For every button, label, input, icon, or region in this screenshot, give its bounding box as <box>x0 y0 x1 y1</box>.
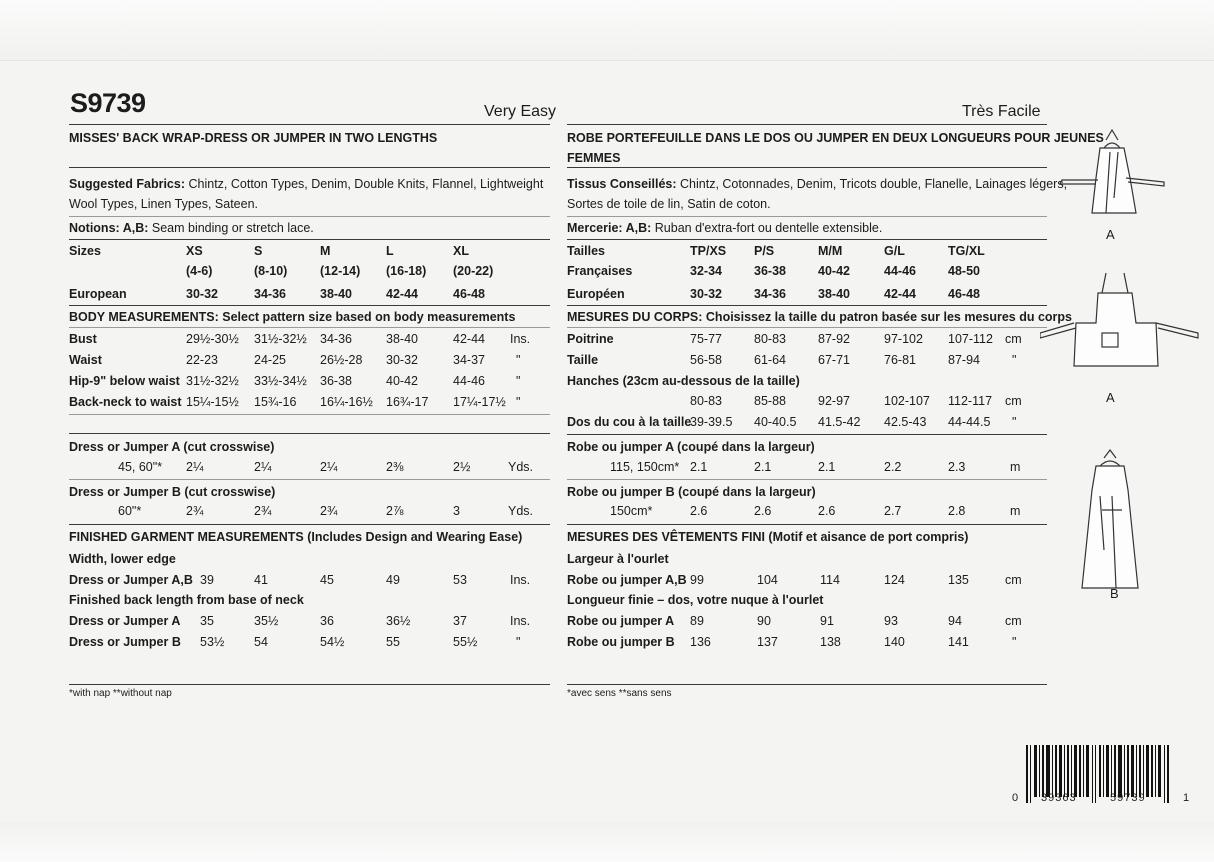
length-a-fr-cell: 90 <box>757 614 771 628</box>
hip-cell: 31½-32½ <box>186 374 239 388</box>
dress-a-cell: 2⅜ <box>386 460 404 474</box>
fr-size-cell: 40-42 <box>818 264 850 278</box>
sketch-label-a1: A <box>1106 227 1115 242</box>
back-neck-fr-label: Dos du cou à la taille <box>567 415 692 429</box>
rule <box>69 433 550 434</box>
width-ab-cell: 45 <box>320 573 334 587</box>
size-fr-cell: TP/XS <box>690 244 727 258</box>
dress-a-fr-fabric-width: 115, 150cm* <box>610 460 680 474</box>
size-range-cell: (8-10) <box>254 264 288 278</box>
size-cell: XL <box>453 244 469 258</box>
european-fr-cell: 46-48 <box>948 287 980 301</box>
title-rule <box>567 124 1047 125</box>
dress-b-fr-heading: Robe ou jumper B (coupé dans la largeur) <box>567 485 816 499</box>
length-a-fr-label: Robe ou jumper A <box>567 614 675 628</box>
rule <box>69 216 550 217</box>
length-b-unit: " <box>516 635 521 649</box>
dress-a-fabric-width: 45, 60"* <box>118 460 163 474</box>
european-fr-cell: 34-36 <box>754 287 786 301</box>
hip-unit: " <box>516 374 521 388</box>
bust-fr-unit: cm <box>1005 332 1022 346</box>
bust-fr-cell: 107-112 <box>948 332 993 346</box>
body-measurements-fr-heading: MESURES DU CORPS: Choisissez la taille du patron basée sur les mesures du corps <box>567 310 1073 324</box>
length-a-unit: Ins. <box>510 614 531 628</box>
european-fr-cell: 38-40 <box>818 287 850 301</box>
length-a-fr-unit: cm <box>1005 614 1022 628</box>
size-cell: XS <box>186 244 203 258</box>
hip-fr-cell: 85-88 <box>754 394 786 408</box>
back-neck-fr-cell: 42.5-43 <box>884 415 927 429</box>
size-range-cell: (12-14) <box>320 264 361 278</box>
notions-fr-label: Mercerie: A,B: <box>567 221 652 235</box>
waist-fr-cell: 67-71 <box>818 353 850 367</box>
barcode-lead-digit: 0 <box>1012 792 1019 804</box>
back-neck-cell: 16¾-17 <box>386 395 429 409</box>
hip-fr-unit: cm <box>1005 394 1022 408</box>
difficulty-level-fr: Très Facile <box>962 103 1041 120</box>
length-a-fr-cell: 93 <box>884 614 898 628</box>
hip-label: Hip-9" below waist <box>69 374 180 388</box>
dress-a-fr-cell: 2.3 <box>948 460 966 474</box>
back-neck-label: Back-neck to waist <box>69 395 182 409</box>
size-range-cell: (20-22) <box>453 264 494 278</box>
size-fr-cell: G/L <box>884 244 905 258</box>
bust-fr-cell: 87-92 <box>818 332 850 346</box>
width-ab-fr-cell: 99 <box>690 573 704 587</box>
back-neck-cell: 16¼-16½ <box>320 395 373 409</box>
rule <box>69 414 550 415</box>
european-cell: 30-32 <box>186 287 218 301</box>
length-a-cell: 35 <box>200 614 214 628</box>
hip-fr-cell: 112-117 <box>948 394 993 408</box>
size-cell: L <box>386 244 394 258</box>
dress-b-cell: 2¾ <box>254 504 272 518</box>
fr-sizes-label: Françaises <box>567 264 633 278</box>
european-fr-cell: 30-32 <box>690 287 722 301</box>
waist-cell: 22-23 <box>186 353 218 367</box>
back-neck-unit: " <box>516 395 521 409</box>
fr-size-cell: 36-38 <box>754 264 786 278</box>
width-ab-fr-cell: 135 <box>948 573 969 587</box>
pattern-title-fr-line-1: ROBE PORTEFEUILLE DANS LE DOS OU JUMPER EN DEUX LONGUEURS POUR JEUNES <box>567 131 1104 145</box>
waist-fr-label: Taille <box>567 353 599 367</box>
width-fr-heading: Largeur à l'ourlet <box>567 552 669 566</box>
upc-barcode <box>1022 745 1180 817</box>
dress-b-fr-cell: 2.6 <box>818 504 836 518</box>
back-neck-cell: 17¼-17½ <box>453 395 506 409</box>
back-neck-fr-cell: 44-44.5 <box>948 415 991 429</box>
waist-cell: 26½-28 <box>320 353 363 367</box>
rule <box>567 216 1047 217</box>
rule <box>567 167 1047 168</box>
dress-a-cell: 2½ <box>453 460 471 474</box>
hip-fr-label: Hanches (23cm au-dessous de la taille) <box>567 374 800 388</box>
back-neck-fr-cell: 40-40.5 <box>754 415 797 429</box>
bust-cell: 38-40 <box>386 332 418 346</box>
bust-cell: 31½-32½ <box>254 332 307 346</box>
waist-cell: 24-25 <box>254 353 286 367</box>
bust-label: Bust <box>69 332 97 346</box>
european-fr-cell: 42-44 <box>884 287 916 301</box>
length-fr-heading: Longueur finie – dos, votre nuque à l'ourlet <box>567 593 824 607</box>
rule <box>69 167 550 168</box>
dress-a-fr-cell: 2.1 <box>818 460 836 474</box>
width-ab-cell: 49 <box>386 573 400 587</box>
waist-unit: " <box>516 353 521 367</box>
length-b-cell: 54½ <box>320 635 345 649</box>
dress-b-cell: 2¾ <box>320 504 338 518</box>
waist-fr-cell: 61-64 <box>754 353 786 367</box>
size-fr-cell: TG/XL <box>948 244 985 258</box>
bust-cell: 29½-30½ <box>186 332 239 346</box>
barcode-group-2: 59739 <box>1110 792 1146 804</box>
size-fr-cell: P/S <box>754 244 775 258</box>
width-ab-fr-cell: 104 <box>757 573 778 587</box>
length-b-fr-cell: 136 <box>690 635 711 649</box>
finished-heading: FINISHED GARMENT MEASUREMENTS (Includes Design and Wearing Ease) <box>69 530 523 544</box>
width-ab-cell: 39 <box>200 573 214 587</box>
back-neck-cell: 15¾-16 <box>254 395 297 409</box>
rule <box>567 524 1047 525</box>
length-a-cell: 36½ <box>386 614 411 628</box>
waist-cell: 34-37 <box>453 353 485 367</box>
dress-b-fr-cell: 2.6 <box>754 504 772 518</box>
length-a-fr-cell: 94 <box>948 614 962 628</box>
garment-sketches <box>1040 118 1210 638</box>
hip-cell: 44-46 <box>453 374 485 388</box>
size-range-cell: (16-18) <box>386 264 427 278</box>
dress-b-fr-cell: 2.8 <box>948 504 966 518</box>
fabrics-fr-line-2: Sortes de toile de lin, Satin de coton. <box>567 197 771 211</box>
european-fr-label: Européen <box>567 287 625 301</box>
body-measurements-heading: BODY MEASUREMENTS: Select pattern size based on body measurements <box>69 310 516 324</box>
dress-a-fr-cell: 2.2 <box>884 460 902 474</box>
length-b-cell: 55 <box>386 635 400 649</box>
length-heading: Finished back length from base of neck <box>69 593 304 607</box>
dress-b-cell: 2⅞ <box>386 504 404 518</box>
notions-fr-text: Ruban d'extra-fort ou dentelle extensible. <box>654 221 883 235</box>
finished-fr-heading: MESURES DES VÊTEMENTS FINI (Motif et aisance de port compris) <box>567 530 969 544</box>
pattern-title-fr-line-2: FEMMES <box>567 151 621 165</box>
footnote-fr: *avec sens **sans sens <box>567 688 672 699</box>
size-range-cell: (4-6) <box>186 264 213 278</box>
notions-label: Notions: A,B: <box>69 221 149 235</box>
width-ab-unit: Ins. <box>510 573 531 587</box>
waist-fr-cell: 56-58 <box>690 353 722 367</box>
barcode-check-digit: 1 <box>1183 792 1190 804</box>
bust-fr-cell: 80-83 <box>754 332 786 346</box>
european-label: European <box>69 287 127 301</box>
bust-unit: Ins. <box>510 332 531 346</box>
length-b-fr-unit: " <box>1012 635 1017 649</box>
notions-line <box>69 221 314 235</box>
bust-cell: 42-44 <box>453 332 485 346</box>
bust-fr-label: Poitrine <box>567 332 614 346</box>
footnote: *with nap **without nap <box>69 688 172 699</box>
back-neck-fr-cell: 41.5-42 <box>818 415 861 429</box>
fabrics-line-1 <box>69 177 543 191</box>
dress-b-heading: Dress or Jumper B (cut crosswise) <box>69 485 276 499</box>
fr-size-cell: 32-34 <box>690 264 722 278</box>
dress-b-unit: Yds. <box>508 504 534 518</box>
waist-label: Waist <box>69 353 102 367</box>
length-a-cell: 37 <box>453 614 467 628</box>
dress-a-fr-heading: Robe ou jumper A (coupé dans la largeur) <box>567 440 815 454</box>
dress-a-heading: Dress or Jumper A (cut crosswise) <box>69 440 275 454</box>
dress-b-fabric-width: 60"* <box>118 504 142 518</box>
hip-cell: 36-38 <box>320 374 352 388</box>
waist-cell: 30-32 <box>386 353 418 367</box>
barcode-group-1: 39363 <box>1041 792 1077 804</box>
fabrics-line-2: Wool Types, Linen Types, Sateen. <box>69 197 259 211</box>
european-cell: 34-36 <box>254 287 286 301</box>
width-ab-fr-cell: 114 <box>820 573 840 587</box>
length-b-label: Dress or Jumper B <box>69 635 181 649</box>
dress-a-cell: 2¼ <box>320 460 338 474</box>
dress-b-fr-unit: m <box>1010 504 1021 518</box>
dress-b-fr-cell: 2.7 <box>884 504 902 518</box>
width-heading: Width, lower edge <box>69 552 176 566</box>
back-neck-cell: 15¼-15½ <box>186 395 239 409</box>
sketch-label-a2: A <box>1106 390 1115 405</box>
hip-fr-cell: 80-83 <box>690 394 722 408</box>
dress-b-fr-fabric-width: 150cm* <box>610 504 653 518</box>
waist-fr-unit: " <box>1012 353 1017 367</box>
width-ab-fr-label: Robe ou jumper A,B <box>567 573 687 587</box>
bust-fr-cell: 75-77 <box>690 332 722 346</box>
size-cell: S <box>254 244 263 258</box>
length-a-fr-cell: 91 <box>820 614 834 628</box>
length-b-cell: 54 <box>254 635 268 649</box>
rule <box>69 327 550 328</box>
notions-text: Seam binding or stretch lace. <box>151 221 314 235</box>
size-cell: M <box>320 244 331 258</box>
dress-b-cell: 2¾ <box>186 504 204 518</box>
pattern-title: MISSES' BACK WRAP-DRESS OR JUMPER IN TWO LENGTHS <box>69 131 438 145</box>
bust-cell: 34-36 <box>320 332 352 346</box>
rule <box>567 434 1047 435</box>
european-cell: 38-40 <box>320 287 352 301</box>
length-a-cell: 35½ <box>254 614 279 628</box>
dress-a-fr-unit: m <box>1010 460 1021 474</box>
bust-fr-cell: 97-102 <box>884 332 923 346</box>
european-cell: 46-48 <box>453 287 485 301</box>
rule <box>567 327 1047 328</box>
waist-fr-cell: 87-94 <box>948 353 980 367</box>
fabrics-fr-line-1 <box>567 177 1067 191</box>
dress-b-fr-cell: 2.6 <box>690 504 708 518</box>
fr-size-cell: 44-46 <box>884 264 916 278</box>
rule <box>69 305 550 306</box>
difficulty-level: Very Easy <box>484 103 557 120</box>
length-a-cell: 36 <box>320 614 334 628</box>
rule <box>69 684 550 685</box>
back-neck-fr-unit: " <box>1012 415 1017 429</box>
rule <box>567 479 1047 480</box>
sketch-label-b: B <box>1110 586 1119 601</box>
rule <box>69 239 550 240</box>
length-b-fr-cell: 138 <box>820 635 841 649</box>
hip-cell: 40-42 <box>386 374 418 388</box>
length-b-fr-cell: 141 <box>948 635 969 649</box>
sizes-fr-label: Tailles <box>567 244 605 258</box>
back-neck-fr-cell: 39-39.5 <box>690 415 733 429</box>
length-b-fr-cell: 137 <box>757 635 778 649</box>
waist-fr-cell: 76-81 <box>884 353 916 367</box>
rule <box>567 305 1047 306</box>
width-ab-cell: 53 <box>453 573 467 587</box>
rule <box>69 479 550 480</box>
rule <box>69 524 550 525</box>
rule <box>567 684 1047 685</box>
hip-cell: 33½-34½ <box>254 374 307 388</box>
length-b-cell: 53½ <box>200 635 225 649</box>
notions-fr-line <box>567 221 882 235</box>
dress-a-cell: 2¼ <box>254 460 272 474</box>
length-a-label: Dress or Jumper A <box>69 614 181 628</box>
size-fr-cell: M/M <box>818 244 843 258</box>
width-ab-cell: 41 <box>254 573 268 587</box>
fabrics-fr-text: Chintz, Cotonnades, Denim, Tricots double, Flanelle, Lainages légers, <box>680 177 1068 191</box>
length-b-fr-label: Robe ou jumper B <box>567 635 675 649</box>
fabrics-fr-label: Tissus Conseillés: <box>567 177 677 191</box>
dress-b-cell: 3 <box>453 504 460 518</box>
pattern-code: S9739 <box>70 88 146 118</box>
width-ab-fr-cell: 124 <box>884 573 905 587</box>
length-a-fr-cell: 89 <box>690 614 704 628</box>
rule <box>567 239 1047 240</box>
dress-a-cell: 2¼ <box>186 460 204 474</box>
dress-a-fr-cell: 2.1 <box>754 460 772 474</box>
width-ab-fr-unit: cm <box>1005 573 1022 587</box>
fabrics-label: Suggested Fabrics: <box>69 177 185 191</box>
length-b-fr-cell: 140 <box>884 635 905 649</box>
dress-a-unit: Yds. <box>508 460 534 474</box>
fr-size-cell: 48-50 <box>948 264 980 278</box>
hip-fr-cell: 102-107 <box>884 394 930 408</box>
european-cell: 42-44 <box>386 287 418 301</box>
fabrics-text: Chintz, Cotton Types, Denim, Double Knits, Flannel, Lightweight <box>188 177 544 191</box>
title-rule <box>69 124 550 125</box>
width-ab-label: Dress or Jumper A,B <box>69 573 193 587</box>
dress-a-fr-cell: 2.1 <box>690 460 708 474</box>
length-b-cell: 55½ <box>453 635 478 649</box>
hip-fr-cell: 92-97 <box>818 394 850 408</box>
sizes-label: Sizes <box>69 244 101 258</box>
